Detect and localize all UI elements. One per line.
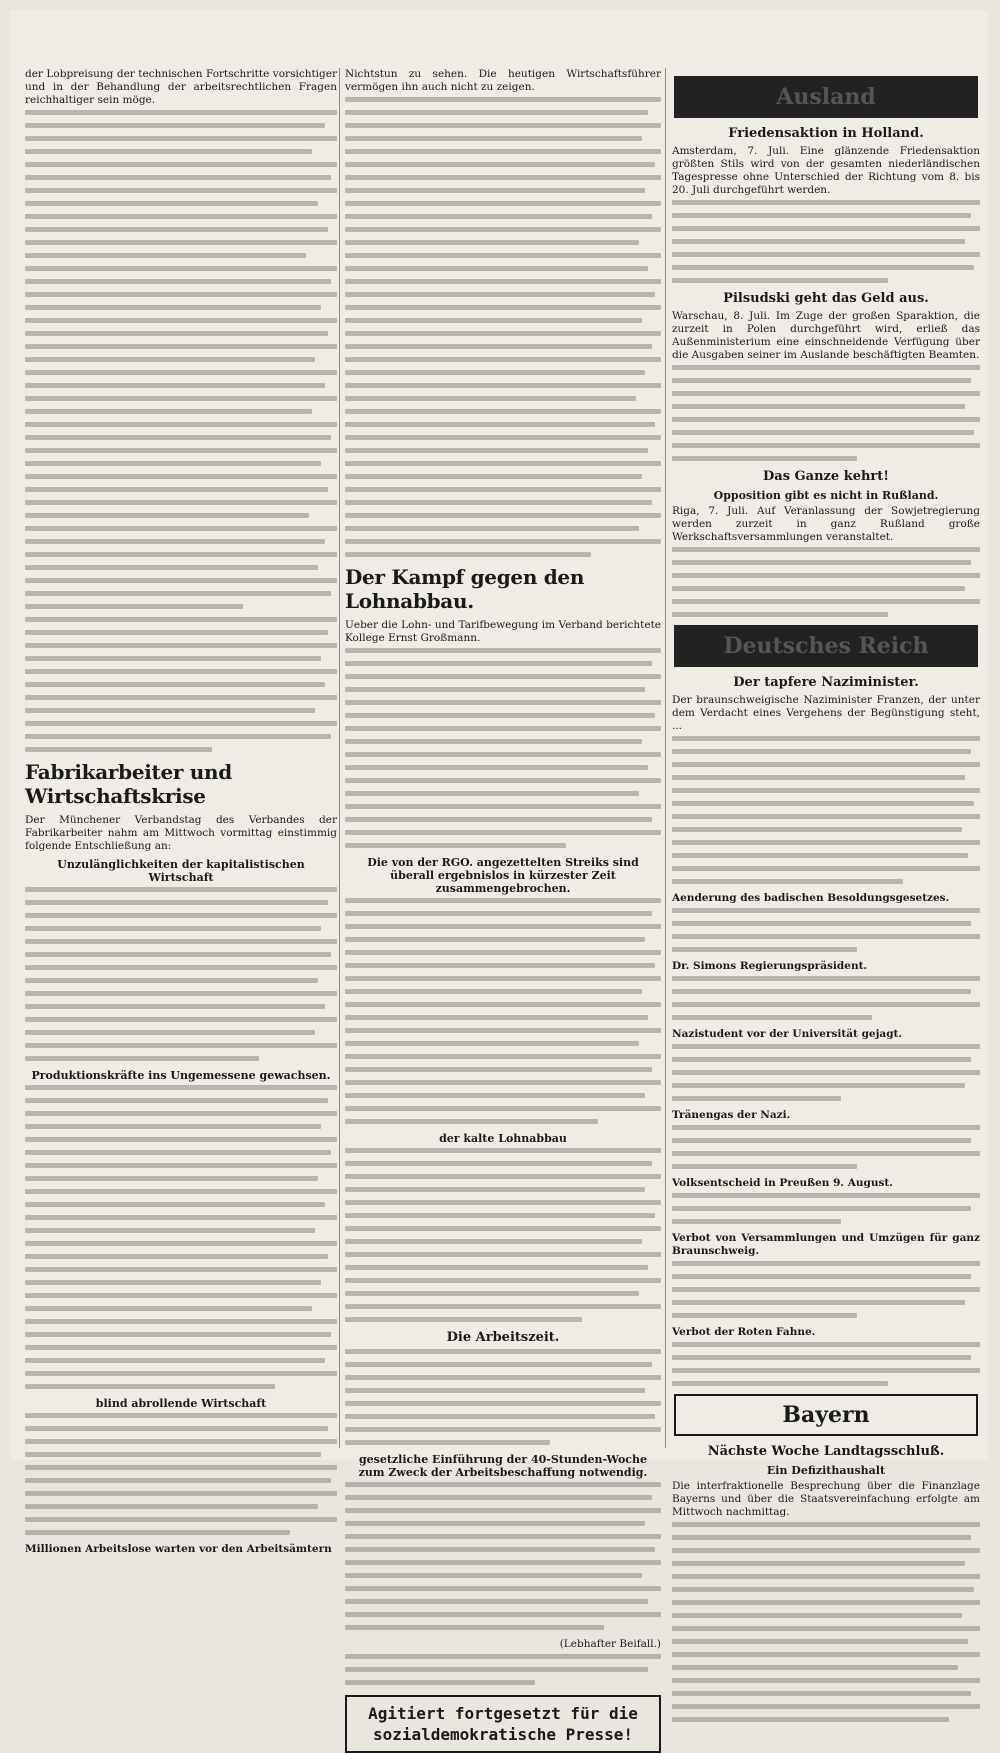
subheading: Opposition gibt es nicht in Rußland.	[713, 489, 939, 502]
article-lead: Ueber die Lohn- und Tarifbewegung im Verband berichtete Kollege Ernst Großmann.	[345, 619, 661, 644]
column-divider	[665, 68, 666, 1448]
news-item-title: Aenderung des badischen Besoldungsgesetzes.	[672, 892, 950, 904]
subheading: blind abrollende Wirtschaft	[95, 1397, 267, 1410]
section-header-ausland	[674, 76, 978, 118]
news-item-title: Verbot von Versammlungen und Umzügen für ganz Braunschweig.	[672, 1232, 980, 1257]
applause-note: (Lebhafter Beifall.)	[559, 1638, 661, 1650]
text-block	[672, 1044, 980, 1101]
article-headline: Fabrikarbeiter und Wirtschaftskrise	[25, 760, 232, 808]
section-header-bayern	[674, 1394, 978, 1436]
subheading: der kalte Lohnabbau	[439, 1132, 567, 1145]
subheading: gesetzliche Einführung der 40-Stunden-Woche zum Zweck der Arbeitsbeschaffung notwendig.	[358, 1453, 648, 1479]
subheading: Produktionskräfte ins Ungemessene gewachsen.	[31, 1069, 331, 1082]
text-block	[345, 898, 661, 1124]
text-block	[345, 1148, 661, 1322]
subheading: Die von der RGO. angezettelten Streiks sind überall ergebnislos in kürzester Zeit zusammengebrochen.	[367, 856, 639, 895]
text-block	[672, 1342, 980, 1386]
column-divider	[339, 68, 340, 1448]
text-block	[345, 97, 661, 557]
newspaper-page	[10, 10, 988, 1744]
text-block	[672, 200, 980, 283]
text-block	[672, 1522, 980, 1722]
article-lead: Warschau, 8. Juli. Im Zuge der großen Sparaktion, die zurzeit in Polen durchgeführt wird, erließ das Außenministerium eine einschneidende Verfügung über die Ausgaben seiner im Auslande beschäftigten Beamten.	[672, 310, 980, 361]
text-block	[25, 617, 337, 752]
intro-paragraph: Nichtstun zu sehen. Die heutigen Wirtschaftsführer vermögen ihn auch nicht zu zeigen.	[345, 68, 661, 93]
news-item-title: Tränengas der Nazi.	[672, 1109, 791, 1121]
text-block	[672, 908, 980, 952]
text-block	[672, 1125, 980, 1169]
article-headline: Das Ganze kehrt!	[763, 469, 889, 484]
section-title: Deutsches Reich	[723, 633, 929, 659]
section-header-deutsches-reich	[674, 625, 978, 667]
text-block	[672, 736, 980, 884]
article-headline: Friedensaktion in Holland.	[728, 126, 924, 141]
article-headline: Die Arbeitszeit.	[446, 1330, 560, 1345]
article-headline: Der Kampf gegen den Lohnabbau.	[345, 565, 585, 613]
text-block	[25, 1413, 337, 1535]
text-block	[345, 648, 661, 848]
news-item-title: Volksentscheid in Preußen 9. August.	[672, 1177, 893, 1189]
text-block	[672, 547, 980, 617]
text-block	[345, 1482, 661, 1630]
article-headline: Pilsudski geht das Geld aus.	[723, 291, 929, 306]
closing-line: Millionen Arbeitslose warten vor den Arbeitsämtern	[25, 1543, 332, 1555]
section-title: Bayern	[782, 1402, 870, 1428]
column-left	[25, 68, 337, 1555]
article-lead: Der braunschweigische Naziminister Franzen, der unter dem Verdacht eines Vergehens der Begünstigung steht, ...	[672, 694, 980, 732]
text-block	[672, 1193, 980, 1224]
text-block	[25, 110, 337, 609]
article-lead: Die interfraktionelle Besprechung über die Finanzlage Bayerns und über die Staatsvereinfachung erfolgte am Mittwoch nachmittag.	[672, 1480, 980, 1518]
text-block	[672, 365, 980, 461]
text-block	[345, 1654, 661, 1685]
column-middle	[345, 68, 661, 1744]
article-lead: Amsterdam, 7. Juli. Eine glänzende Friedensaktion größten Stils wird von der gesamten niederländischen Tagespresse ohne Unterschied der Richtung vom 8. bis 20. Juli durchgeführt werden.	[672, 145, 980, 196]
news-item-title: Verbot der Roten Fahne.	[672, 1326, 816, 1338]
text-block	[345, 1349, 661, 1445]
text-block	[25, 1085, 337, 1389]
subheading: Ein Defizithaushalt	[766, 1464, 886, 1477]
section-title: Ausland	[776, 84, 876, 110]
news-item-title: Dr. Simons Regierungspräsident.	[672, 960, 868, 972]
text-block	[672, 1261, 980, 1318]
article-headline: Nächste Woche Landtagsschluß.	[707, 1444, 945, 1459]
article-headline: Der tapfere Naziminister.	[733, 675, 919, 690]
article-lead: Riga, 7. Juli. Auf Veranlassung der Sowjetregierung werden zurzeit in ganz Rußland große Werkschaftsversammlungen veranstaltet.	[672, 505, 980, 543]
intro-paragraph: der Lobpreisung der technischen Fortschritte vorsichtiger und in der Behandlung der arbeitsrechtlichen Fragen reichhaltiger sein möge.	[25, 68, 337, 106]
text-block	[672, 976, 980, 1020]
news-item-title: Nazistudent vor der Universität gejagt.	[672, 1028, 903, 1040]
article-lead: Der Münchener Verbandstag des Verbandes der Fabrikarbeiter nahm am Mittwoch vormittag einstimmig folgende Entschließung an:	[25, 814, 337, 852]
column-right	[672, 68, 980, 1518]
text-block	[25, 887, 337, 1061]
press-slogan-box: Agitiert fortgesetzt für die sozialdemokratische Presse!	[345, 1695, 661, 1753]
subheading: Unzulänglichkeiten der kapitalistischen Wirtschaft	[57, 858, 305, 884]
